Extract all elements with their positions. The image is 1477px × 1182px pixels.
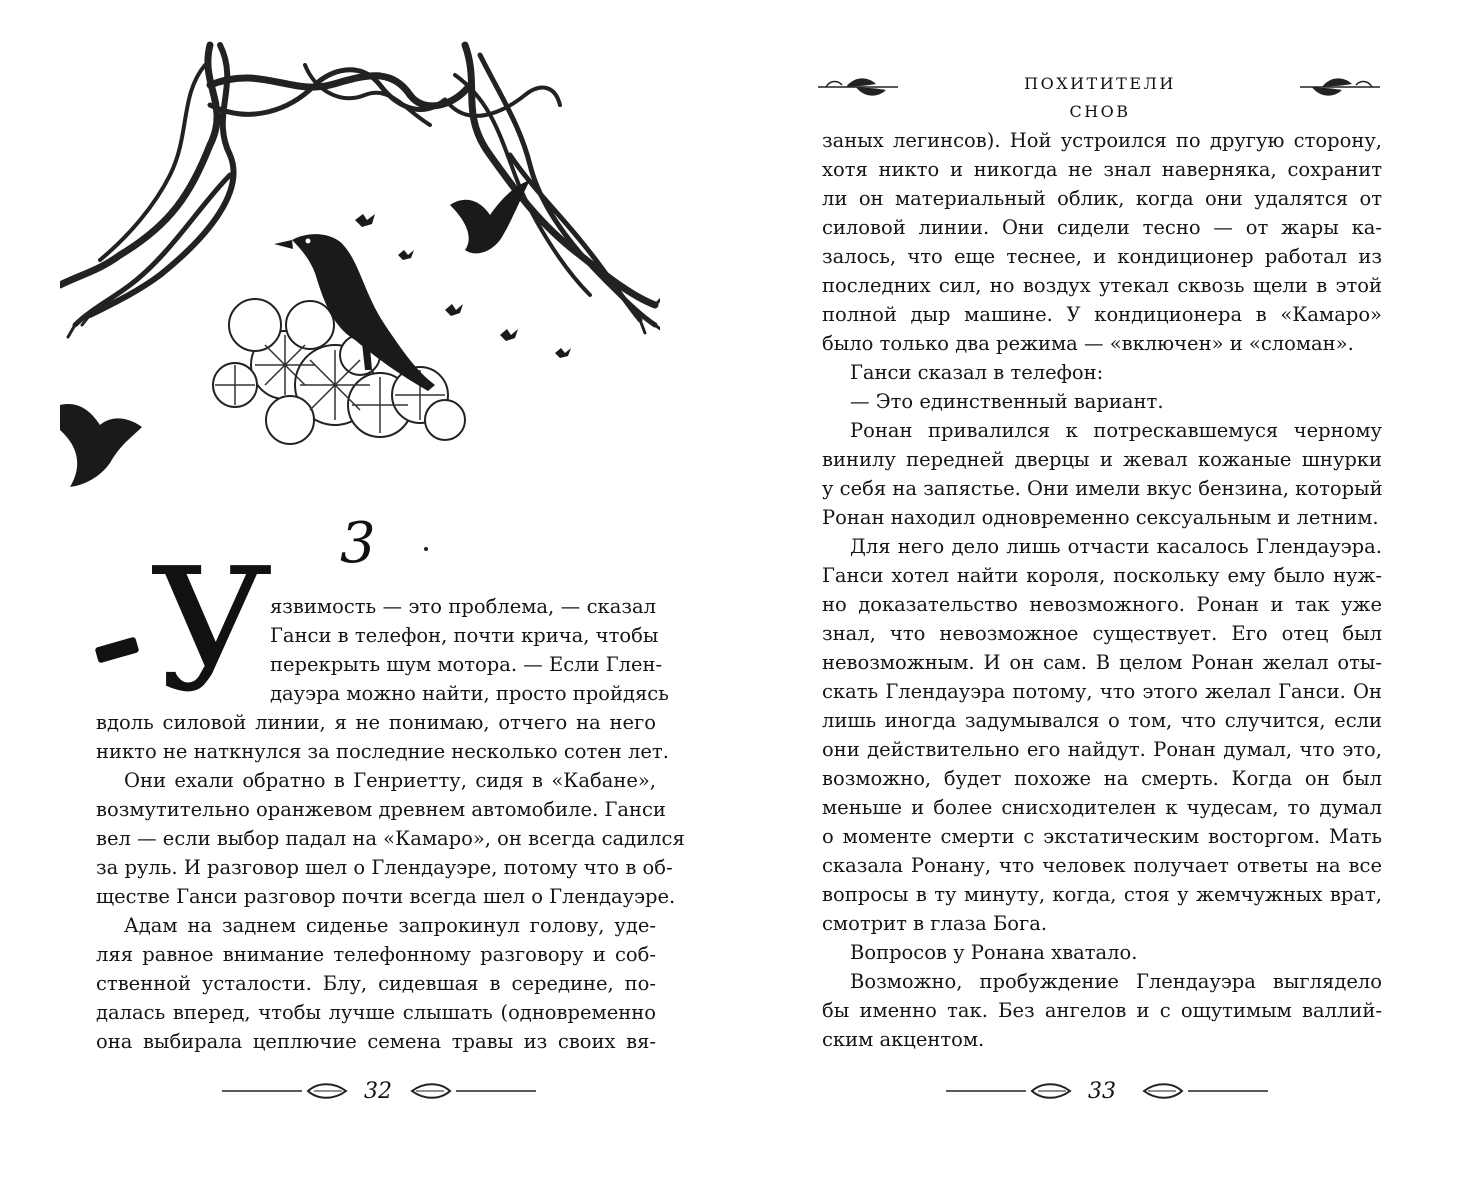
running-head: ПОХИТИТЕЛИ СНОВ — [1024, 74, 1176, 121]
text-line: Для него дело лишь отчасти касалось Глендауэра. — [850, 535, 1382, 558]
page-number: 32 — [364, 1079, 392, 1104]
text-line: меньше и более снисходителен к чудесам, то думал — [822, 796, 1382, 819]
text-line: ственной усталости. Блу, сидевшая в середине, по- — [96, 972, 656, 995]
text-line: Возможно, пробуждение Глендауэра выглядело — [850, 970, 1382, 993]
text-line: ли он материальный облик, когда они удалятся от — [822, 187, 1382, 210]
text-line: они действительно его найдут. Ронан думал, что это, — [822, 738, 1382, 761]
folio-ornament-left — [946, 1080, 1074, 1102]
text-line: смотрит в глаза Бога. — [822, 912, 1048, 935]
text-line: винилу передней дверцы и жевал кожаные шнурки — [822, 448, 1382, 471]
folio-ornament-right — [1140, 1080, 1268, 1102]
text-line: залось, что еще теснее, и кондиционер работал из — [822, 245, 1382, 268]
text-line: у себя на запястье. Они имели вкус бензина, который — [822, 477, 1383, 500]
chapter-illustration — [60, 25, 660, 505]
text-line: Ганси в телефон, почти крича, чтобы — [270, 624, 659, 647]
text-line: о моменте смерти с экстатическим восторгом. Мать — [822, 825, 1382, 848]
text-line: Они ехали обратно в Генриетту, сидя в «Кабане», — [124, 769, 656, 792]
text-line: дауэра можно найти, просто пройдясь — [270, 682, 669, 705]
text-line: лишь иногда задумывался о том, что случится, если — [822, 709, 1382, 732]
text-line: никто не наткнулся за последние несколько сотен лет. — [96, 740, 669, 763]
text-line: за руль. И разговор шел о Глендауэре, потому что в об- — [96, 856, 673, 879]
text-line: вдоль силовой линии, я не понимаю, отчего на него — [96, 711, 656, 734]
chapter-dot — [424, 547, 428, 551]
text-line: заных легинсов). Ной устроился по другую сторону, — [822, 129, 1382, 152]
text-line: она выбирала цеплючие семена травы из своих вя- — [96, 1030, 656, 1053]
text-line: последних сил, но воздух утекал сквозь щели в этой — [822, 274, 1382, 297]
text-line: но доказательство невозможного. Ронан и так уже — [822, 593, 1382, 616]
text-line: далась вперед, чтобы лучше слышать (одновременно — [96, 1001, 656, 1024]
text-line: язвимость — это проблема, — сказал — [270, 595, 656, 618]
text-line: возмутительно оранжевом древнем автомобиле. Ганси — [96, 798, 666, 821]
text-line: вел — если выбор падал на «Камаро», он всегда садился — [96, 827, 685, 850]
text-line: скать Глендауэра потому, что этого желал Ганси. Он — [822, 680, 1382, 703]
text-line: ществе Ганси разговор почти всегда шел о Глендауэре. — [96, 885, 676, 908]
header-leaf-ornament-left — [816, 72, 900, 102]
text-line: ским акцентом. — [822, 1028, 985, 1051]
folio-ornament-left — [222, 1080, 350, 1102]
text-line: невозможным. И он сам. В целом Ронан желал оты- — [822, 651, 1382, 674]
text-line: ляя равное внимание телефонному разговору и соб- — [96, 943, 656, 966]
text-line: Ронан привалился к потрескавшемуся черному — [850, 419, 1382, 442]
text-line: перекрыть шум мотора. — Если Глен- — [270, 653, 663, 676]
text-line: знал, что невозможное существует. Его отец был — [822, 622, 1382, 645]
text-line: силовой линии. Они сидели тесно — от жары ка- — [822, 216, 1382, 239]
page-number: 33 — [1088, 1079, 1116, 1104]
dropcap-dash — [95, 637, 140, 664]
chapter-number: 3 — [340, 511, 376, 576]
folio-ornament-right — [408, 1080, 536, 1102]
text-line: Ганси хотел найти короля, поскольку ему было нуж- — [822, 564, 1382, 587]
right-page — [738, 0, 1477, 1182]
text-line: полной дыр машине. У кондиционера в «Камаро» — [822, 303, 1382, 326]
text-line: Адам на заднем сиденье запрокинул голову, уде- — [124, 914, 656, 937]
left-page — [0, 0, 738, 1182]
text-line: сказала Ронану, что человек получает ответы на все — [822, 854, 1382, 877]
text-line: хотя никто и никогда не знал наверняка, сохранит — [822, 158, 1382, 181]
text-line: Ганси сказал в телефон: — [850, 361, 1104, 384]
text-line: вопросы в ту минуту, когда, стоя у жемчужных врат, — [822, 883, 1382, 906]
drop-cap-letter: У — [150, 532, 273, 730]
text-line: было только два режима — «включен» и «сломан». — [822, 332, 1354, 355]
text-line: Ронан находил одновременно сексуальным и летним. — [822, 506, 1379, 529]
text-line: — Это единственный вариант. — [850, 390, 1164, 413]
header-leaf-ornament-right — [1298, 72, 1382, 102]
text-line: бы именно так. Без ангелов и с ощутимым валлий- — [822, 999, 1382, 1022]
text-line: Вопросов у Ронана хватало. — [850, 941, 1138, 964]
text-line: возможно, будет похоже на смерть. Когда он был — [822, 767, 1382, 790]
